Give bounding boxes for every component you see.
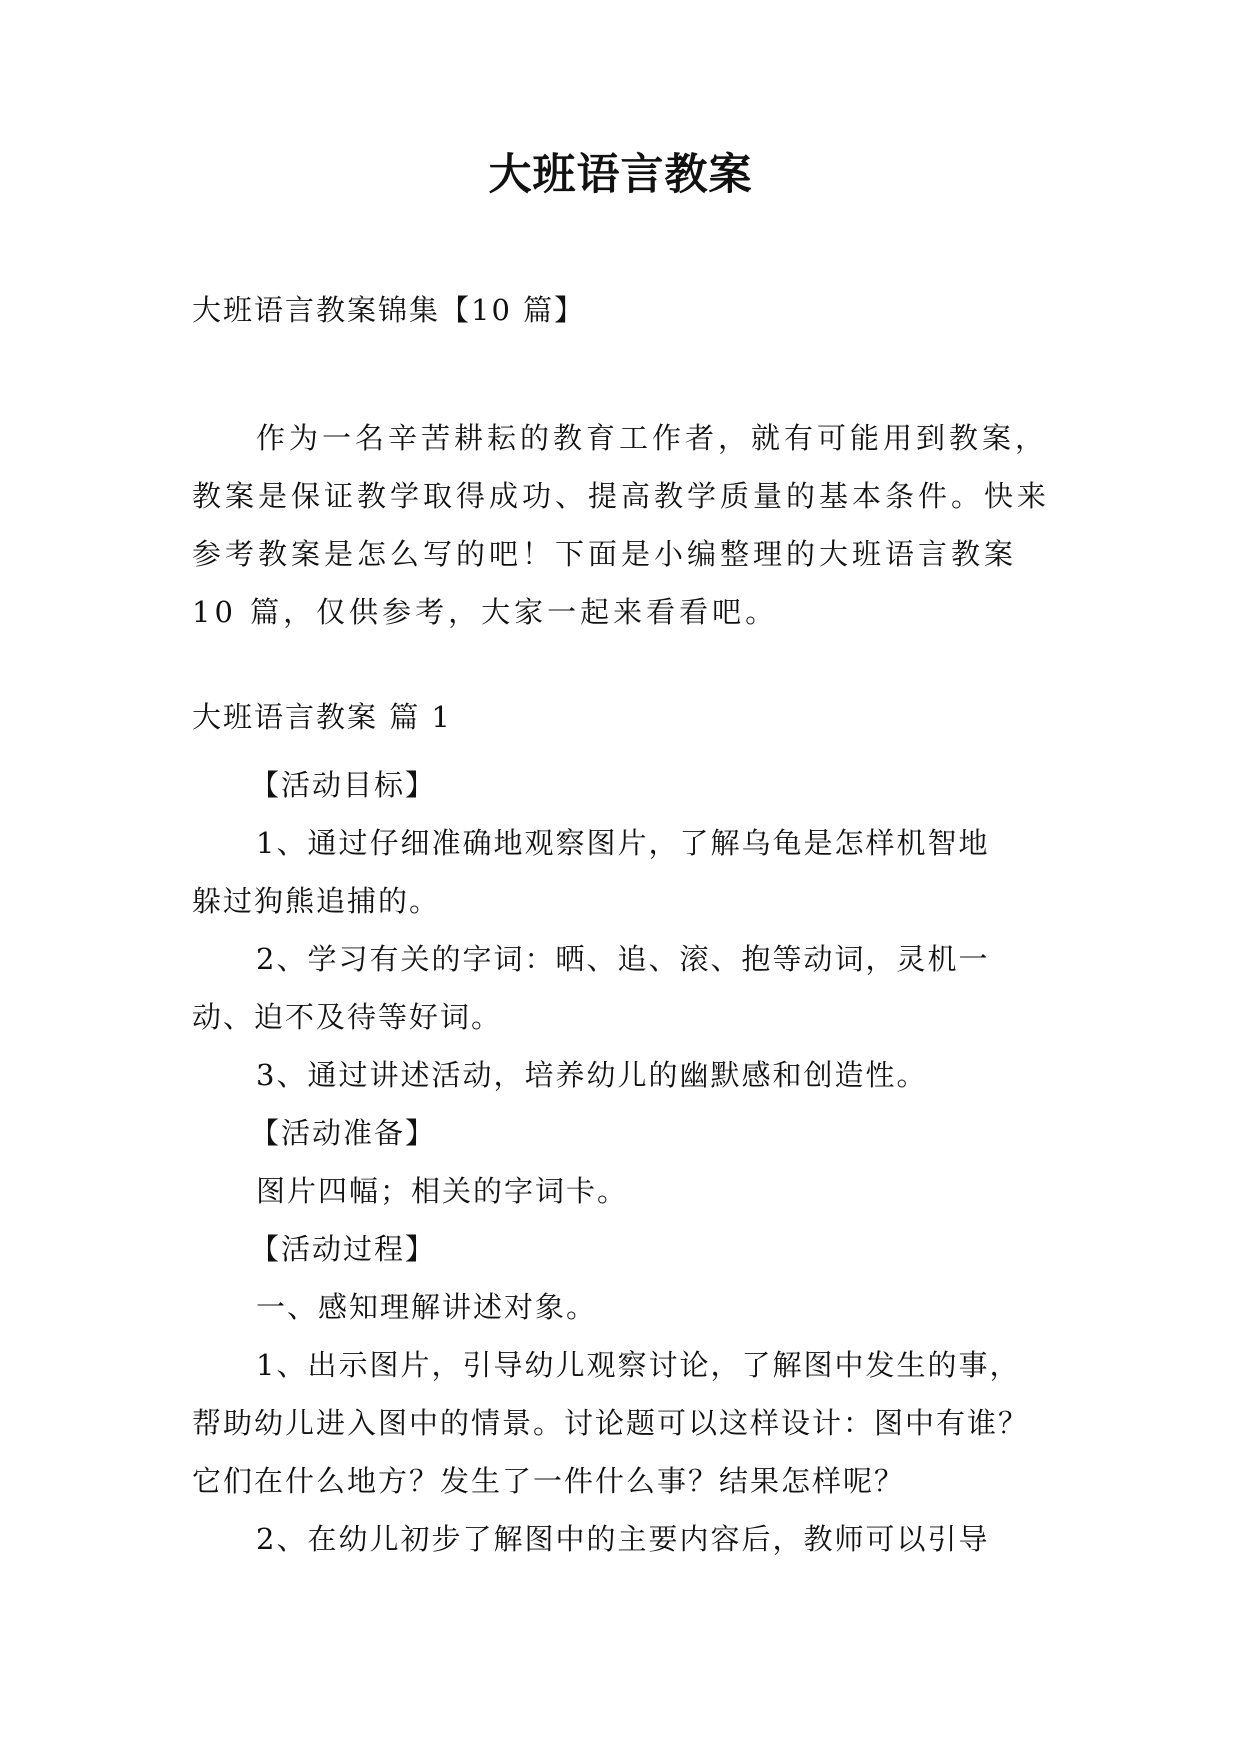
intro-line: 参考教案是怎么写的吧！下面是小编整理的大班语言教案 bbox=[192, 537, 1018, 571]
document-subtitle: 大班语言教案锦集【10 篇】 bbox=[192, 293, 586, 327]
body-line: 一、感知理解讲述对象。 bbox=[256, 1290, 598, 1324]
body-line: 躲过狗熊追捕的。 bbox=[192, 884, 441, 918]
body-line: 它们在什么地方？发生了一件什么事？结果怎样呢？ bbox=[192, 1464, 906, 1498]
body-heading: 【活动准备】 bbox=[250, 1116, 437, 1150]
intro-line: 作为一名辛苦耕耘的教育工作者，就有可能用到教案， bbox=[256, 421, 1049, 455]
body-line: 动、迫不及待等好词。 bbox=[192, 1000, 503, 1034]
body-line: 2、学习有关的字词：晒、追、滚、抱等动词，灵机一 bbox=[256, 942, 990, 976]
body-line: 1、出示图片，引导幼儿观察讨论，了解图中发生的事， bbox=[256, 1348, 1021, 1382]
intro-paragraph bbox=[192, 409, 1072, 641]
intro-line: 教案是保证教学取得成功、提高教学质量的基本条件。快来 bbox=[192, 479, 1051, 513]
intro-line: 10 篇，仅供参考，大家一起来看看吧。 bbox=[192, 595, 779, 629]
body-line: 2、在幼儿初步了解图中的主要内容后，教师可以引导 bbox=[256, 1522, 990, 1556]
body-line: 帮助幼儿进入图中的情景。讨论题可以这样设计：图中有谁？ bbox=[192, 1406, 1030, 1440]
body-heading: 【活动目标】 bbox=[250, 768, 437, 802]
section-heading: 大班语言教案 篇 1 bbox=[192, 700, 452, 734]
body-heading: 【活动过程】 bbox=[250, 1232, 437, 1266]
body-line: 1、通过仔细准确地观察图片，了解乌龟是怎样机智地 bbox=[256, 826, 990, 860]
lesson-body bbox=[192, 756, 1072, 1568]
page-title: 大班语言教案 bbox=[488, 150, 753, 200]
body-line: 图片四幅；相关的字词卡。 bbox=[256, 1174, 629, 1208]
body-line: 3、通过讲述活动，培养幼儿的幽默感和创造性。 bbox=[256, 1058, 928, 1092]
